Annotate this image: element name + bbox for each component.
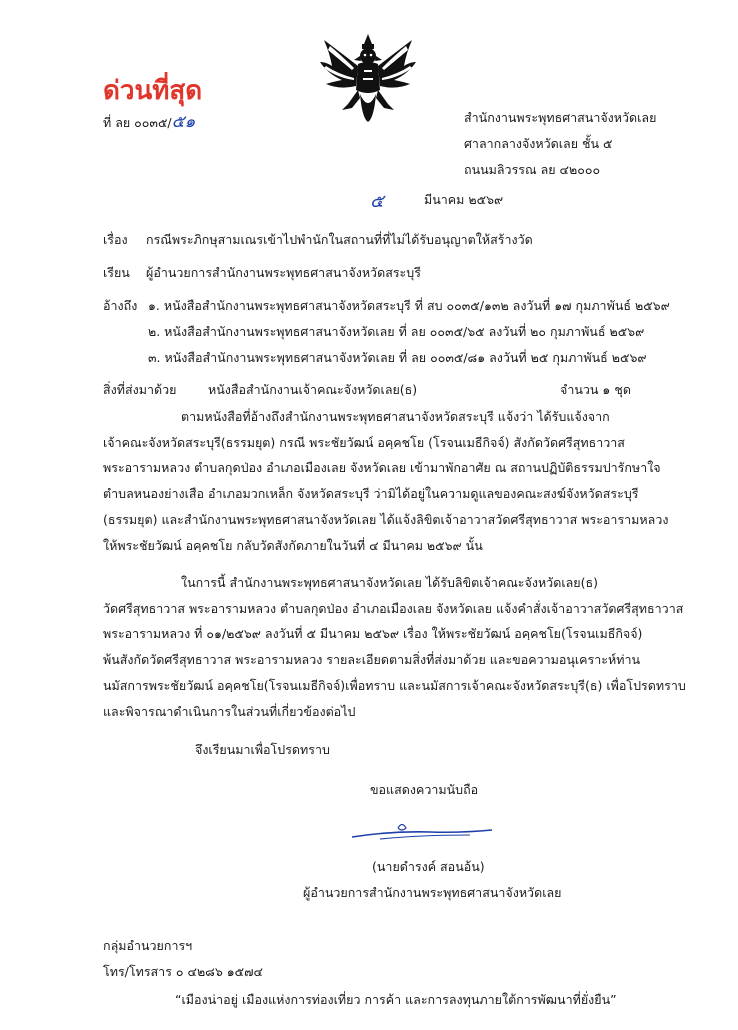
date-month-year: มีนาคม ๒๕๖๙ (424, 192, 504, 207)
paragraph-line: ให้พระชัยวัฒน์ อคฺคชโย กลับวัดสังกัดภายในวันที่ ๔ มีนาคม ๒๕๖๙ นั้น (103, 537, 483, 553)
paragraph-line: และพิจารณาดำเนินการในส่วนที่เกี่ยวข้องต่อไป (103, 703, 356, 719)
document-number-handwritten: ๕๑ (171, 112, 196, 132)
paragraph-line: วัดศรีสุทธาวาส พระอารามหลวง ตำบลกุดป่อง อำเภอเมืองเลย จังหวัดเลย แจ้งคำสั่งเจ้าอาวาสวัดศรีสุทธาวาส (103, 600, 684, 616)
reference-item: ๑. หนังสือสำนักงานพระพุทธศาสนาจังหวัดสระบุรี ที่ สบ ๐๐๓๕/๑๓๒ ลงวันที่ ๑๗ กุมภาพันธ์ ๒๕๖๙ (148, 298, 670, 313)
recipient-text: ผู้อำนวยการสำนักงานพระพุทธศาสนาจังหวัดสระบุรี (146, 265, 421, 280)
paragraph-line: พ้นสังกัดวัดศรีสุทธาวาส พระอารามหลวง รายละเอียดตามสิ่งที่ส่งมาด้วย และขอความอนุเคราะห์ท่าน (103, 652, 641, 668)
subject-label: เรื่อง (103, 232, 128, 247)
reference-item: ๒. หนังสือสำนักงานพระพุทธศาสนาจังหวัดเลย ที่ ลย ๐๐๓๕/๖๕ ลงวันที่ ๒๐ กุมภาพันธ์ ๒๕๖๙ (148, 324, 645, 339)
sender-address-line-1: สำนักงานพระพุทธศาสนาจังหวัดเลย (464, 110, 657, 125)
enclosure-label: สิ่งที่ส่งมาด้วย (103, 382, 177, 397)
document-number (103, 108, 195, 135)
recipient-label: เรียน (103, 265, 130, 280)
paragraph-line: ในการนี้ สำนักงานพระพุทธศาสนาจังหวัดเลย ได้รับลิขิตเจ้าคณะจังหวัดเลย(ธ) (181, 575, 598, 590)
sender-address-line-2: ศาลากลางจังหวัดเลย ชั้น ๕ (464, 136, 613, 151)
department-name: กลุ่มอำนวยการฯ (103, 938, 193, 953)
enclosure-count: จำนวน ๑ ชุด (560, 382, 631, 397)
signatory-title: ผู้อำนวยการสำนักงานพระพุทธศาสนาจังหวัดเลย (303, 885, 562, 900)
signatory-name: (นายดำรงค์ สอนอ้น) (372, 859, 485, 874)
closing-salutation: ขอแสดงความนับถือ (370, 782, 479, 797)
body-paragraph-2 (103, 570, 686, 724)
footer-slogan: “เมืองน่าอยู่ เมืองแห่งการท่องเที่ยว การค้า และการลงทุนภายใต้การพัฒนาที่ยั่งยืน” (175, 992, 617, 1007)
signature (350, 818, 495, 842)
reference-item: ๓. หนังสือสำนักงานพระพุทธศาสนาจังหวัดเลย ที่ ลย ๐๐๓๕/๘๑ ลงวันที่ ๒๕ กุมภาพันธ์ ๒๕๖๙ (148, 350, 647, 365)
enclosure-text: หนังสือสำนักงานเจ้าคณะจังหวัดเลย(ธ) (208, 382, 418, 397)
paragraph-line: (ธรรมยุต) และสำนักงานพระพุทธศาสนาจังหวัดเลย ได้แจ้งลิขิตเจ้าอาวาสวัดศรีสุทธาวาส พระอารามหลวง (103, 511, 669, 527)
contact-phone-fax: โทร/โทรสาร ๐ ๔๒๘๖ ๑๕๗๔ (103, 964, 263, 979)
paragraph-line: เจ้าคณะจังหวัดสระบุรี(ธรรมยุต) กรณี พระชัยวัฒน์ อคฺคชโย (โรจนเมธีกิจจ์) สังกัดวัดศรีสุทธาวาส (103, 434, 625, 450)
paragraph-line: ตามหนังสือที่อ้างถึงสำนักงานพระพุทธศาสนาจังหวัดสระบุรี แจ้งว่า ได้รับแจ้งจาก (181, 409, 610, 424)
paragraph-line: ตำบลหนองย่างเสือ อำเภอมวกเหล็ก จังหวัดสระบุรี ว่ามิได้อยู่ในความดูแลของคณะสงฆ์จังหวัดสระบุรี (103, 486, 639, 502)
body-paragraph-1 (103, 404, 669, 558)
paragraph-line: นมัสการพระชัยวัฒน์ อคฺคชโย(โรจนเมธีกิจจ์)เพื่อทราบ และนมัสการเจ้าคณะจังหวัดสระบุรี(ธ) เพื่อโปรดทราบ (103, 677, 686, 693)
paragraph-line: พระอารามหลวง ตำบลกุดป่อง อำเภอเมืองเลย จังหวัดเลย เข้ามาพักอาศัย ณ สถานปฏิบัติธรรมปารักษาใจ (103, 460, 661, 476)
date-day-handwritten: ๕ (370, 191, 384, 212)
reference-label: อ้างถึง (103, 298, 138, 313)
sender-address-line-3: ถนนมลิวรรณ ลย ๔๒๐๐๐ (464, 162, 601, 177)
garuda-emblem (318, 32, 418, 124)
paragraph-line: พระอารามหลวง ที่ ๐๑/๒๕๖๙ ลงวันที่ ๕ มีนาคม ๒๕๖๙ เรื่อง ให้พระชัยวัฒน์ อคฺคชโย(โรจนเมธีกิจจ์) (103, 626, 643, 642)
closing-request: จึงเรียนมาเพื่อโปรดทราบ (195, 742, 330, 757)
urgent-stamp: ด่วนที่สุด (103, 76, 203, 106)
document-number-prefix: ที่ ลย ๐๐๓๕/ (103, 115, 172, 130)
subject-text: กรณีพระภิกษุสามเณรเข้าไปพำนักในสถานที่ที่ไม่ได้รับอนุญาตให้สร้างวัด (146, 232, 533, 247)
